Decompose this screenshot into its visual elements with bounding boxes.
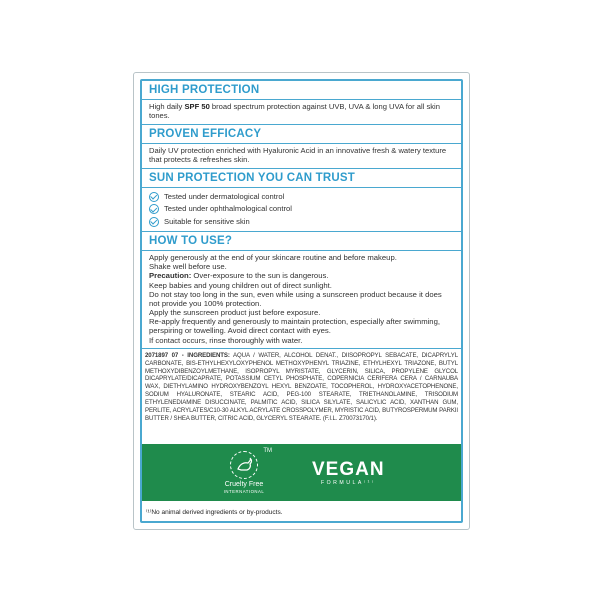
proven-efficacy-text: Daily UV protection enriched with Hyaluronic Acid in an innovative fresh & watery texture that protects & refreshes skin.	[149, 145, 447, 165]
instruction-line: Re-apply frequently and generously to maintain protection, especially after swimming, perspiring or towelling. Avoid direct contact with eyes.	[149, 317, 440, 336]
check-circle-icon	[149, 204, 159, 214]
instruction-line: Keep babies and young children out of direct sunlight.	[149, 280, 332, 290]
text-fragment: broad spectrum protection against UVB, UVA & long UVA for all skin tones.	[149, 102, 440, 121]
badge-band	[142, 444, 461, 501]
how-to-use-heading: HOW TO USE?	[149, 235, 233, 248]
high-protection-text	[142, 100, 461, 124]
precaution-line	[149, 271, 454, 280]
ingredients-list	[142, 349, 461, 426]
check-circle-icon	[149, 217, 159, 227]
precaution-label: Precaution:	[149, 271, 192, 281]
instruction-line: Apply generously at the end of your skincare routine and before makeup.	[149, 253, 397, 263]
list-item	[149, 216, 454, 229]
text-fragment: High daily	[149, 102, 185, 111]
claims-list	[142, 188, 461, 232]
claim-text: Tested under dermatological control	[164, 191, 285, 201]
claim-text: Suitable for sensitive skin	[164, 216, 250, 226]
instruction-line: Do not stay too long in the sun, even while using a sunscreen product because it does not provide you 100% protection.	[149, 289, 442, 308]
spf-value: SPF 50	[184, 102, 210, 111]
cruelty-free-badge	[204, 448, 284, 494]
vegan-badge	[312, 460, 385, 486]
ingredients-text: AQUA / WATER, ALCOHOL DENAT., DIISOPROPYL SEBACATE, DICAPRYLYL CARBONATE, BIS-ETHYLHEXYLOXYPHENOL METHOXYPHENYL TRIAZINE, ETHYLHEXYL TRIAZONE, BUTYL METHOXYDIBENZOYLMETHANE, ISOPROPYL MYRISTATE, GLYCERIN, SILICA, PROPYLENE GLYCOL DICAPRYLATE/DICAPRATE, POTASSIUM CETYL PHOSPHATE, COPERNICIA CERIFERA CERA / CARNAUBA WAX, DIETHYLAMINO HYDROXYBENZOYL HEXYL BENZOATE, TOCOPHEROL, HYDROXYACETOPHENONE, SODIUM HYALURONATE, STEARIC ACID, PEG-100 STEARATE, TRIETHANOLAMINE, TRISODIUM ETHYLENEDIAMINE DISUCCINATE, PALMITIC ACID, SILICA SILYLATE, SALICYLIC ACID, XANTHAN GUM, PERLITE, ACRYLATES/C10-30 ALKYL ACRYLATE CROSSPOLYMER, MYRISTIC ACID, BUTYROSPERMUM PARKII BUTTER / SHEA BUTTER, CITRIC ACID, GLYCERYL STEARATE. (F.I.L. Z70073170/1).	[145, 351, 458, 422]
proven-efficacy-heading: PROVEN EFFICACY	[149, 127, 262, 140]
sun-protection-heading: SUN PROTECTION YOU CAN TRUST	[149, 171, 356, 184]
leaping-bunny-icon	[230, 451, 258, 479]
label-frame	[140, 79, 463, 523]
trademark-mark: TM	[263, 448, 272, 454]
ingredients-label: 2071897 07 - INGREDIENTS:	[145, 351, 230, 359]
precaution-text: Over-exposure to the sun is dangerous.	[191, 271, 329, 281]
vegan-footnote: ⁽¹⁾No animal derived ingredients or by-products.	[146, 509, 283, 516]
usage-instructions	[142, 251, 461, 348]
instruction-line: Shake well before use.	[149, 262, 227, 272]
instruction-line: If contact occurs, rinse thoroughly with water.	[149, 335, 303, 345]
cruelty-free-label: Cruelty Free	[224, 481, 264, 488]
instruction-line: Apply the sunscreen product just before exposure.	[149, 308, 321, 318]
check-circle-icon	[149, 192, 159, 202]
list-item	[149, 191, 454, 204]
list-item	[149, 203, 454, 216]
cruelty-free-sublabel: INTERNATIONAL	[223, 489, 265, 494]
claim-text: Tested under ophthalmological control	[164, 204, 292, 214]
product-label	[133, 72, 470, 530]
vegan-subtitle: FORMULA⁽¹⁾	[320, 479, 376, 486]
vegan-title: VEGAN	[312, 458, 385, 480]
high-protection-heading: HIGH PROTECTION	[149, 84, 260, 96]
